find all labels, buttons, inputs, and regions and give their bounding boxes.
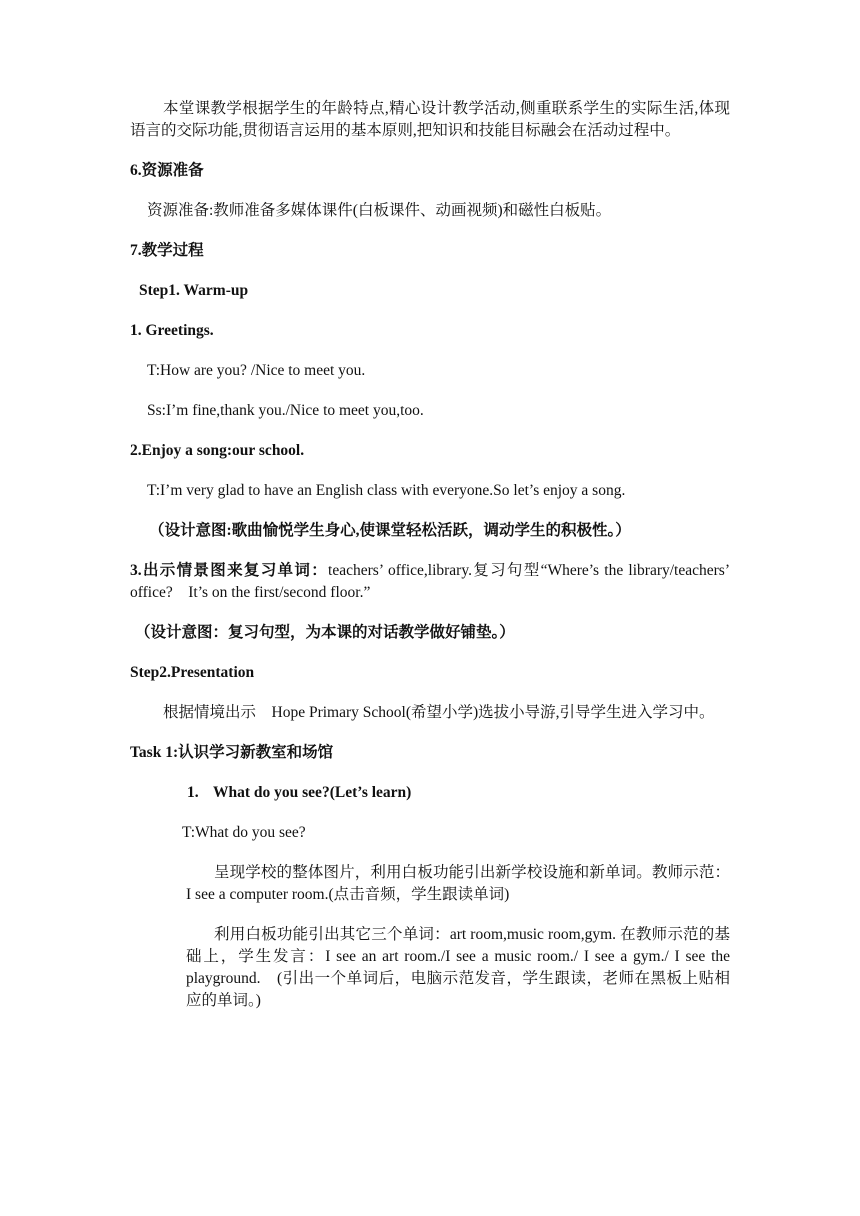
whiteboard-paragraph-2: 利用白板功能引出其它三个单词：art room,music room,gym. 在教师示范的基础上，学生发言：I see an art room./I see a music room./ I see a gym./ I see the playground. (引出一个单词后，电脑示范发音，学生跟读，老师在黑板上贴相应的单词。): [186, 926, 730, 1009]
greetings-teacher-line: T:How are you? /Nice to meet you.: [147, 362, 366, 379]
section-6-text: 资源准备:教师准备多媒体课件(白板课件、动画视频)和磁性白板贴。: [147, 202, 612, 219]
item1-heading: [130, 782, 730, 804]
review-heading: 3.出示情景图来复习单词：: [130, 562, 329, 579]
song-design-note: （设计意图:歌曲愉悦学生身心,使课堂轻松活跃，调动学生的积极性。）: [149, 522, 631, 539]
song-heading: 2.Enjoy a song:our school.: [130, 442, 305, 459]
greetings-heading: 1. Greetings.: [130, 322, 214, 339]
whiteboard-paragraph-1: 呈现学校的整体图片，利用白板功能引出新学校设施和新单词。教师示范：I see a computer room.(点击音频，学生跟读单词): [186, 864, 730, 903]
task1-heading: Task 1:认识学习新教室和场馆: [130, 744, 334, 761]
document-page: [130, 98, 730, 1012]
step2-heading: Step2.Presentation: [130, 664, 255, 681]
review-design-note: （设计意图：复习句型，为本课的对话教学做好铺垫。）: [135, 624, 515, 641]
greetings-students-line: Ss:I’m fine,thank you./Nice to meet you,too.: [147, 402, 424, 419]
song-teacher-line: T:I’m very glad to have an English class with everyone.So let’s enjoy a song.: [147, 482, 626, 499]
intro-paragraph: 本堂课教学根据学生的年龄特点,精心设计教学活动,侧重联系学生的实际生活,体现语言的交际功能,贯彻语言运用的基本原则,把知识和技能目标融会在活动过程中。: [130, 100, 730, 139]
item1-number: 1.: [187, 784, 199, 801]
step2-paragraph: 根据情境出示 Hope Primary School(希望小学)选拔小导游,引导学生进入学习中。: [163, 704, 715, 721]
review-text: teachers’ office,library.复习句型“Where’s the library/teachers’ office? It’s on the first/second floor.”: [130, 562, 730, 601]
section-7-heading: 7.教学过程: [130, 242, 204, 259]
step1-heading: Step1. Warm-up: [139, 282, 249, 299]
teacher-question: T:What do you see?: [182, 824, 306, 841]
section-6-heading: 6.资源准备: [130, 162, 204, 179]
item1-text: What do you see?(Let’s learn): [213, 784, 412, 801]
review-paragraph: [130, 560, 730, 604]
